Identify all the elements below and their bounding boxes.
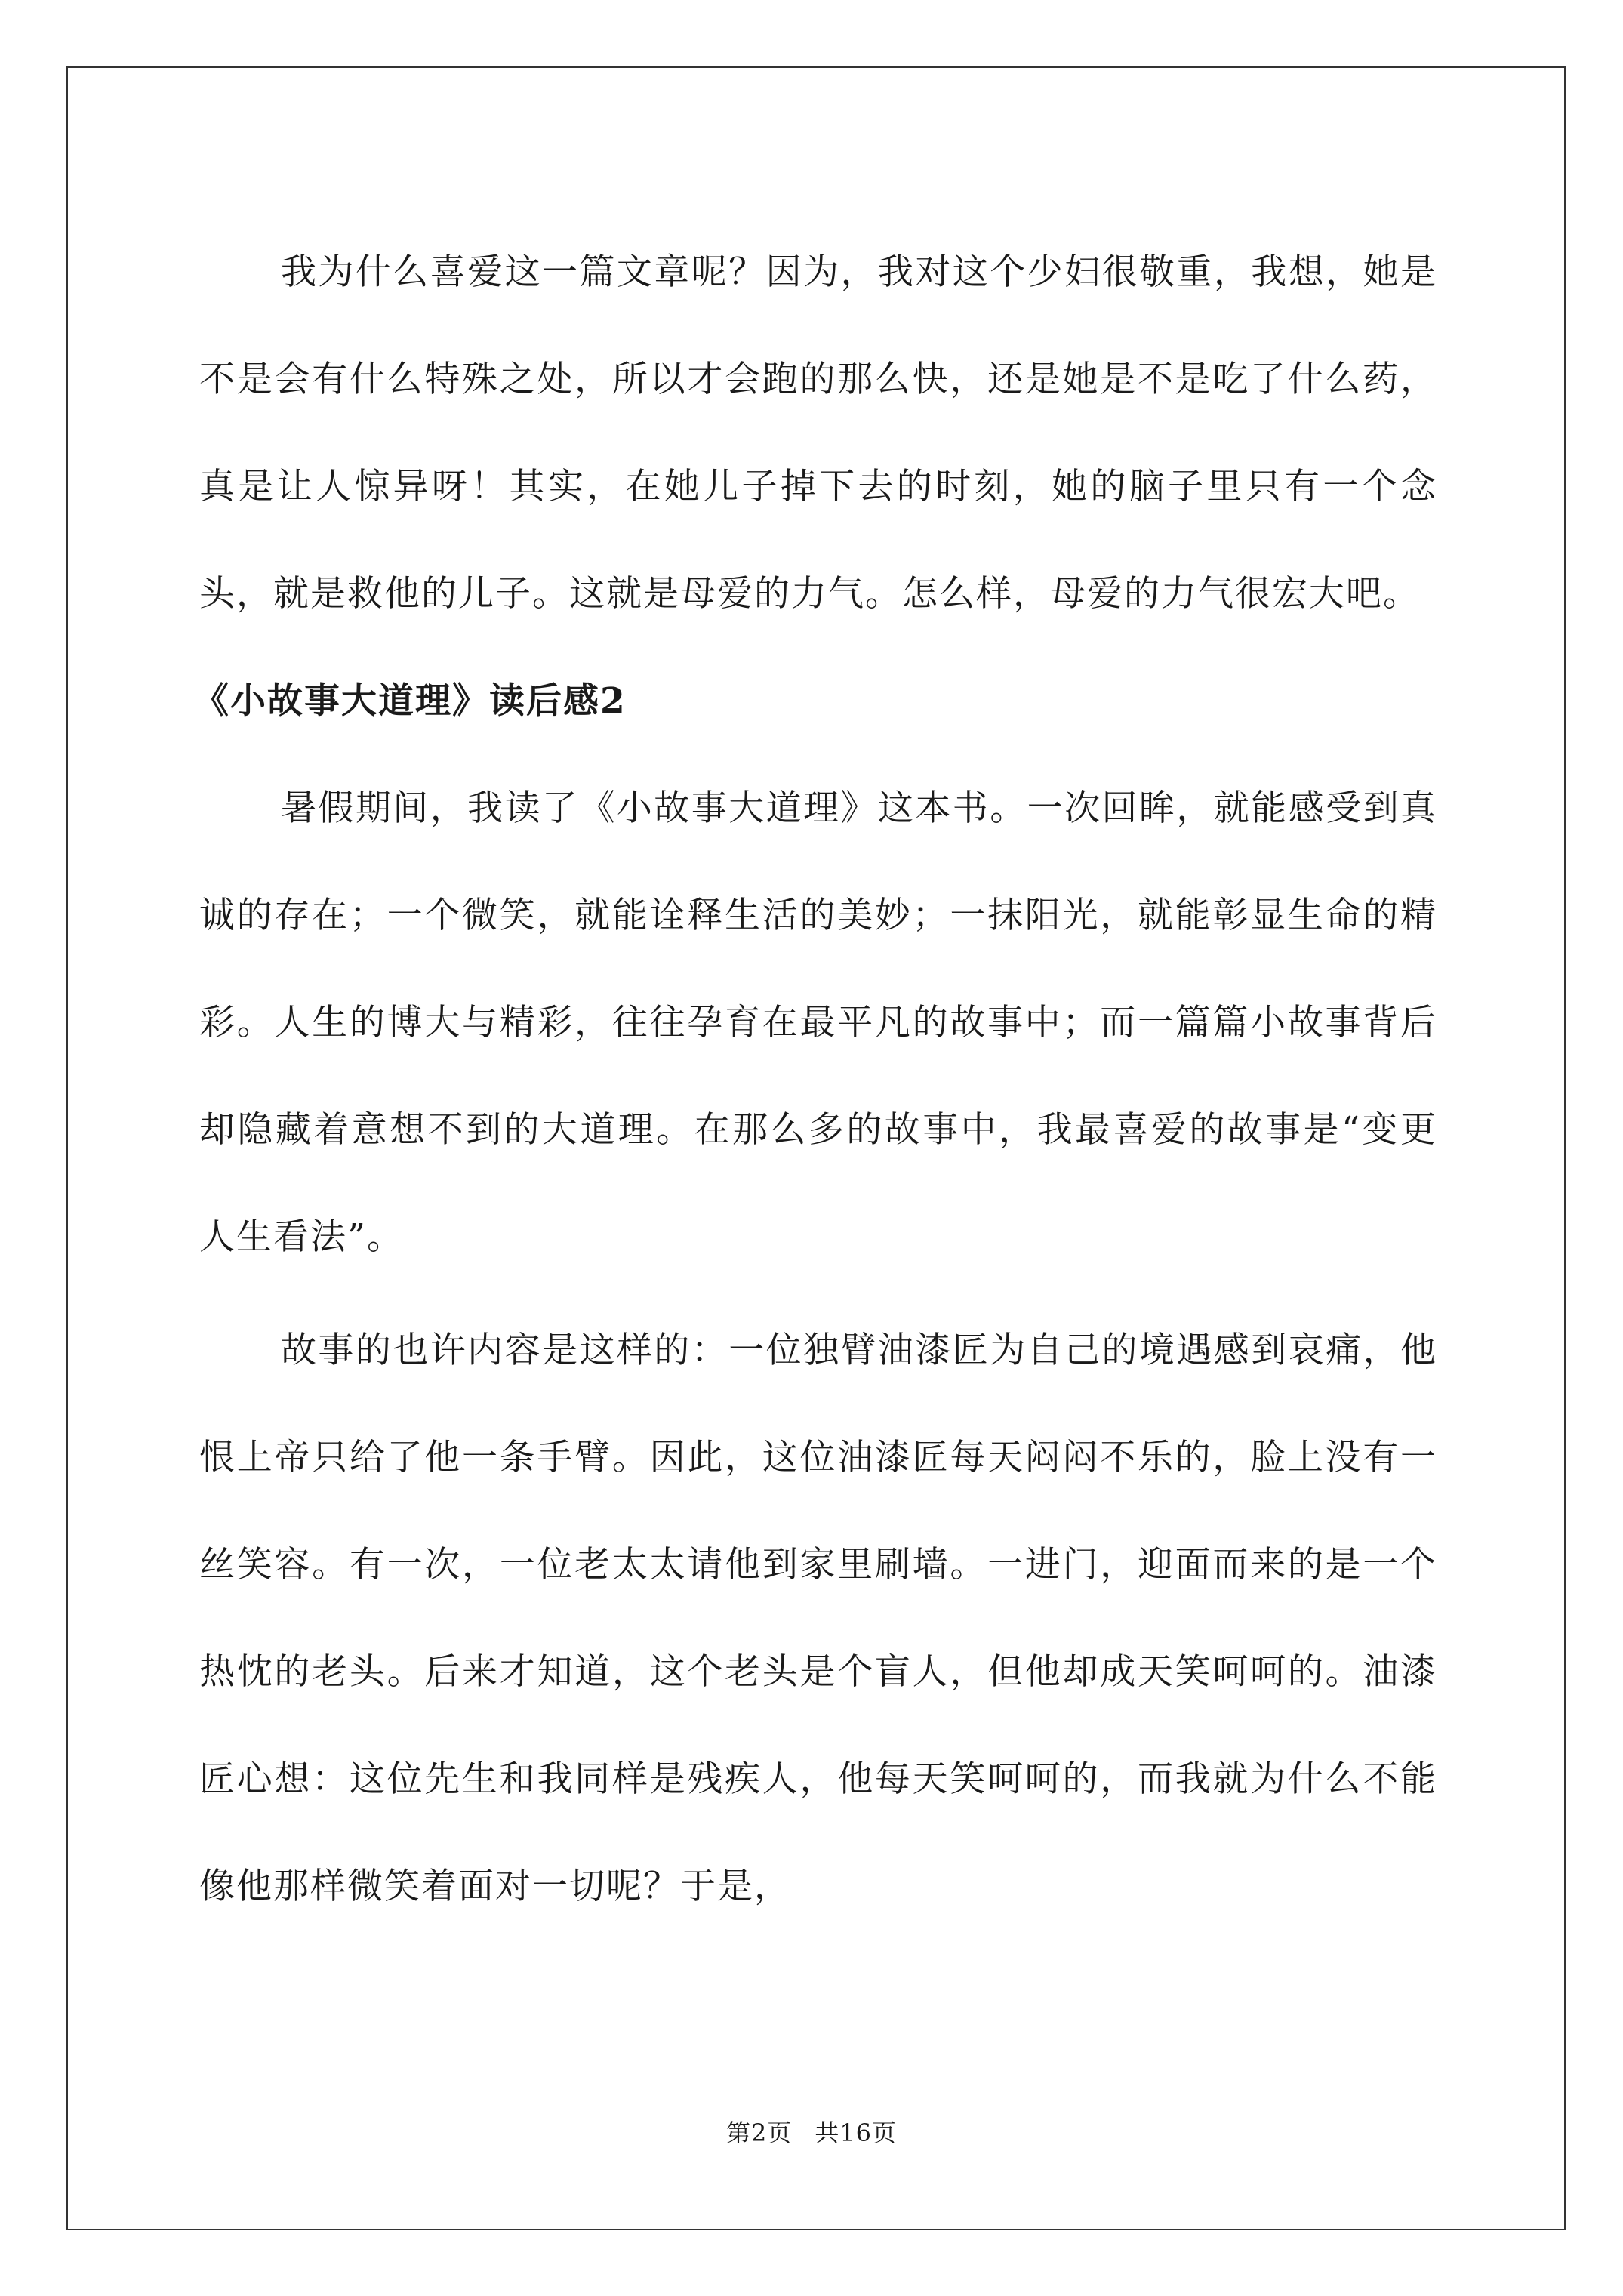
paragraph-painter-story: 故事的也许内容是这样的：一位独臂油漆匠为自己的境遇感到哀痛，他恨上帝只给了他一条手臂。因此，这位油漆匠每天闷闷不乐的，脸上没有一丝笑容。有一次，一位老太太请他到家里刷墙。一进门，迎面而来的是一个热忱的老头。后来才知道，这个老头是个盲人，但他却成天笑呵呵的。油漆匠心想：这位先生和我同样是残疾人，他每天笑呵呵的，而我就为什么不能像他那样微笑着面对一切呢？于是， [199, 1330, 1437, 1907]
document-body [193, 219, 1437, 1940]
page-number: 第2页 [725, 2119, 793, 2147]
section-heading: 《小故事大道理》读后感2 [193, 680, 627, 722]
paragraph-mother-love: 我为什么喜爱这一篇文章呢？因为，我对这个少妇很敬重，我想，她是不是会有什么特殊之处，所以才会跑的那么快，还是她是不是吃了什么药，真是让人惊异呀！其实，在她儿子掉下去的时刻，她的脑子里只有一个念头，就是救他的儿子。这就是母爱的力气。怎么样，母爱的力气很宏大吧。 [199, 251, 1437, 615]
page-footer [0, 2114, 1623, 2149]
page-total: 共16页 [815, 2119, 898, 2147]
paragraph-summer-reading: 暑假期间，我读了《小故事大道理》这本书。一次回眸，就能感受到真诚的存在；一个微笑，就能诠释生活的美妙；一抹阳光，就能彰显生命的精彩。人生的博大与精彩，往往孕育在最平凡的故事中；而一篇篇小故事背后却隐藏着意想不到的大道理。在那么多的故事中，我最喜爱的故事是“变更人生看法”。 [199, 787, 1437, 1258]
